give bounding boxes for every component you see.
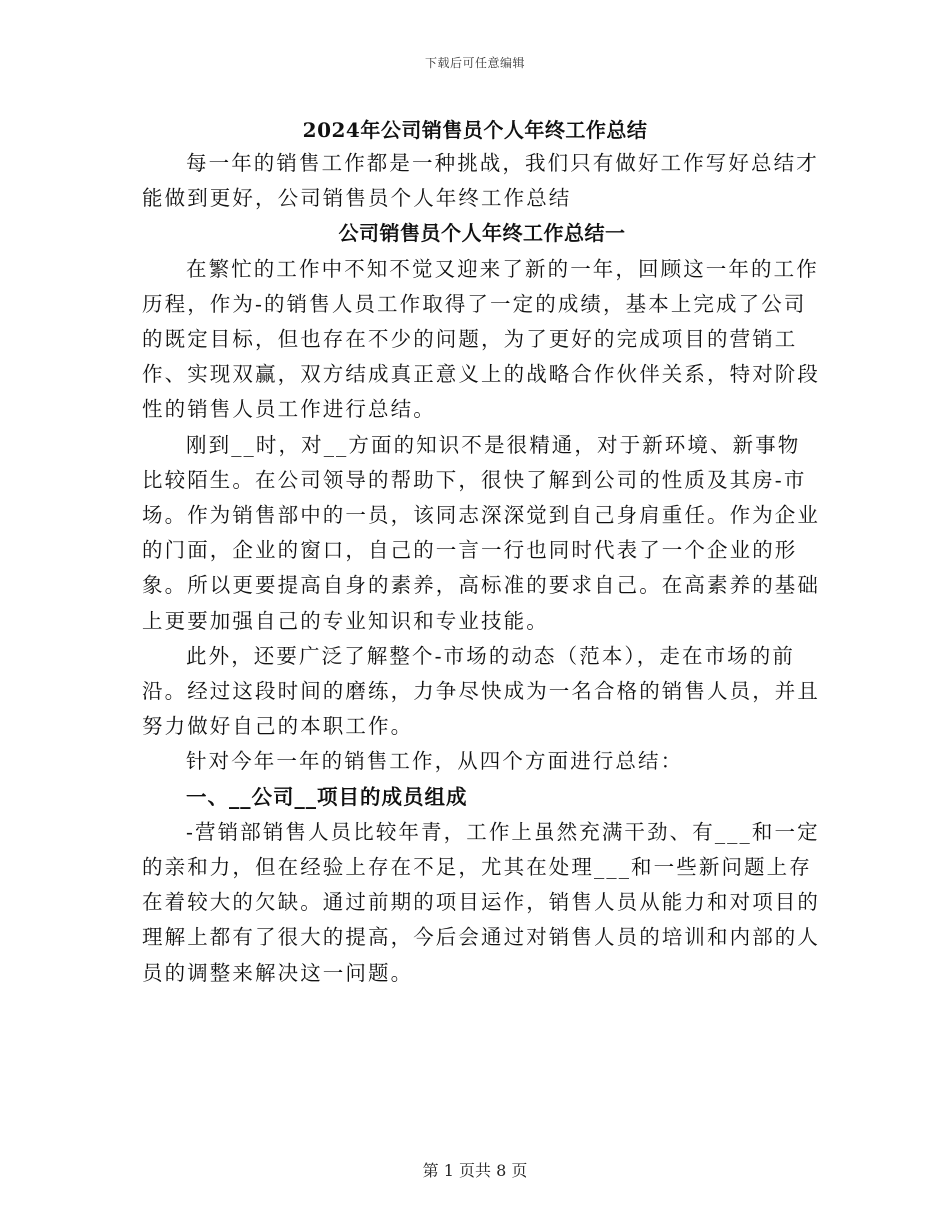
document-body — [142, 146, 822, 991]
body-paragraph-1: 在繁忙的工作中不知不觉又迎来了新的一年，回顾这一年的工作历程，作为-的销售人员工作取得了一定的成绩，基本上完成了公司的既定目标，但也存在不少的问题，为了更好的完成项目的营销工作、实现双赢，双方结成真正意义上的战略合作伙伴关系，特对阶段性的销售人员工作进行总结。 — [142, 256, 820, 422]
page-number-footer: 第 1 页共 8 页 — [422, 1161, 528, 1180]
section-heading: 公司销售员个人年终工作总结一 — [338, 221, 626, 246]
body-paragraph-3: 此外，还要广泛了解整个-市场的动态（范本），走在市场的前沿。经过这段时间的磨练，力争尽快成为一名合格的销售人员，并且努力做好自己的本职工作。 — [142, 643, 820, 739]
document-title: 2024年公司销售员个人年终工作总结 — [302, 118, 648, 142]
header-watermark: 下载后可任意编辑 — [424, 56, 525, 70]
body-paragraph-4: 针对今年一年的销售工作，从四个方面进行总结： — [186, 749, 684, 774]
body-paragraph-5: -营销部销售人员比较年青，工作上虽然充满干劲、有___和一定的亲和力，但在经验上存在不足，尤其在处理___和一些新问题上存在着较大的欠缺。通过前期的项目运作，销售人员从能力和对项目的理解上都有了很大的提高，今后会通过对销售人员的培训和内部的人员的调整来解决这一问题。 — [142, 819, 820, 985]
body-paragraph-2: 刚到__时，对__方面的知识不是很精通，对于新环境、新事物比较陌生。在公司领导的帮助下，很快了解到公司的性质及其房-市场。作为销售部中的一员，该同志深深觉到自己身肩重任。作为企业的门面，企业的窗口，自己的一言一行也同时代表了一个企业的形象。所以更要提高自身的素养，高标准的要求自己。在高素养的基础上更要加强自己的专业知识和专业技能。 — [142, 432, 820, 633]
subheading-1: 一、__公司__项目的成员组成 — [186, 784, 468, 809]
intro-paragraph: 每一年的销售工作都是一种挑战，我们只有做好工作写好总结才能做到更好，公司销售员个人年终工作总结 — [142, 151, 819, 211]
